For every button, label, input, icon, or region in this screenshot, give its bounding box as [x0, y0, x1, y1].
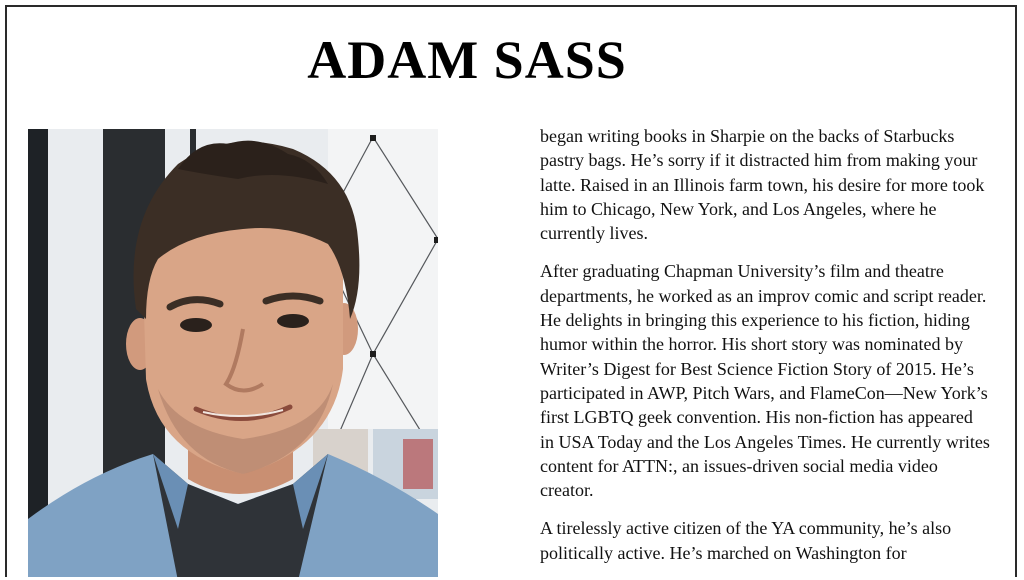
author-portrait-icon: [28, 129, 438, 577]
page-title: ADAM SASS: [307, 30, 627, 90]
bio-paragraph-1: began writing books in Sharpie on the backs of Starbucks pastry bags. He’s sorry if it distracted him from making your latte. Raised in an Illinois farm town, his desire for more took him to Chicago, New York, and Los Angeles, where he currently lives.: [540, 126, 985, 244]
document-page: [5, 5, 1017, 577]
bio-paragraph-2: After graduating Chapman University’s film and theatre departments, he worked as an improv comic and script reader. He delights in bringing this experience to his fiction, hiding humor within the horror. His short story was nominated by Writer’s Digest for Best Science Fiction Story of 2015. He’s participated in AWP, Pitch Wars, and FlameCon—New York’s first LGBTQ geek convention. His non-fiction has appeared in USA Today and the Los Angeles Times. He currently writes content for ATTN:, an issues-driven social media video creator.: [540, 261, 990, 501]
bio-paragraph-3: A tirelessly active citizen of the YA community, he’s also politically active. He’s marched on Washington for: [540, 518, 952, 563]
author-bio: [540, 124, 990, 577]
author-photo: [28, 129, 438, 577]
